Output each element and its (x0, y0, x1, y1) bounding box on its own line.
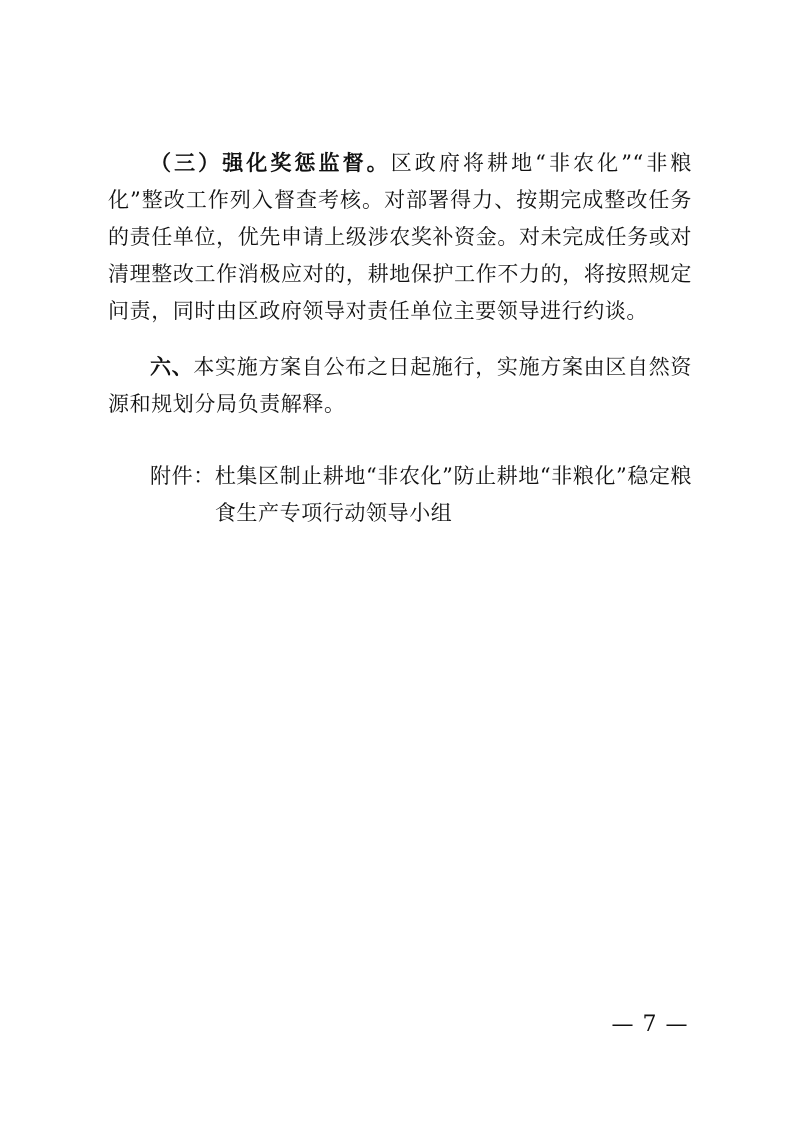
section-3-paragraph (108, 145, 692, 330)
section-3-heading: （三）强化奖惩监督。 (150, 151, 391, 175)
section-6-heading: 六、 (150, 355, 194, 379)
attachment-label: 附件： (150, 464, 215, 488)
attachment-block (150, 458, 695, 532)
section-6-paragraph (108, 349, 692, 423)
attachment-title: 杜集区制止耕地“非农化”防止耕地“非粮化”稳定粮食生产专项行动领导小组 (214, 464, 693, 525)
attachment-row (150, 458, 695, 532)
section-3-body: 区政府将耕地“非农化”“非粮化”整改工作列入督查考核。对部署得力、按期完成整改任务的责任单位，优先申请上级涉农奖补资金。对未完成任务或对清理整改工作消极应对的，耕地保护工作不力的，将按照规定问责，同时由区政府领导对责任单位主要领导进行约谈。 (108, 151, 693, 323)
section-6-body: 本实施方案自公布之日起施行，实施方案由区自然资源和规划分局负责解释。 (108, 355, 692, 416)
page-number: — 7 — (611, 1012, 689, 1037)
